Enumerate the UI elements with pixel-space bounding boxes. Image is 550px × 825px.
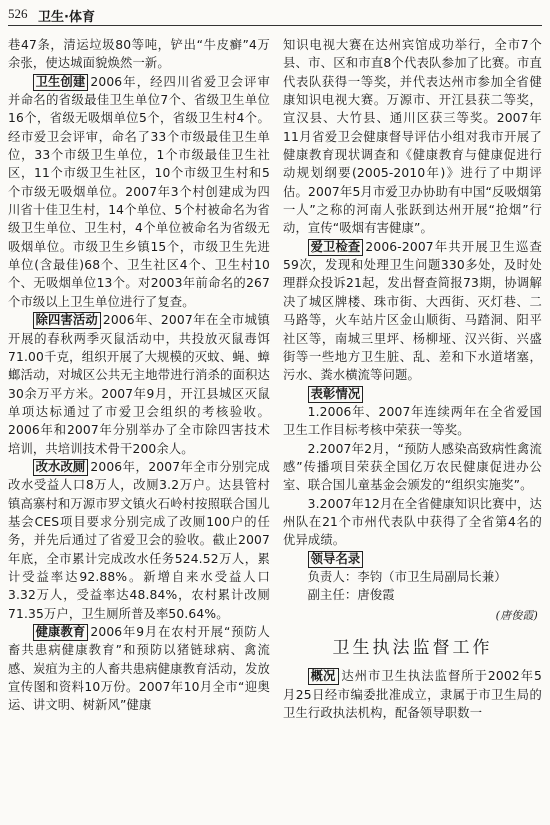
heading-overview: 概况 [308, 668, 339, 685]
paragraph-water-toilet [8, 458, 270, 623]
paragraph-overview [283, 667, 542, 722]
paragraph-inspection [283, 238, 542, 385]
paragraph-leaders-heading [283, 550, 542, 568]
award-item: 1.2006年、2007年连续两年在全省爱国卫生工作目标考核中荣获一等奖。 [283, 404, 542, 438]
text-health-education: 2006年9月在农村开展“预防人畜共患病健康教育”和预防以猪链球病、禽流感、炭疽为主的人畜共患病健康教育活动，发放宣传图和资料10万份。2007年10月全市“迎奥运、讲文明、树新风”健康 [8, 625, 270, 713]
heading-water-toilet: 改水改厕 [33, 459, 89, 476]
paragraph-continuation: 巷47条，清运垃圾80等吨，铲出“牛皮癣”4万余张，使达城面貌焕然一新。 [8, 38, 270, 71]
heading-pest-control: 除四害活动 [33, 312, 101, 329]
heading-health-creation: 卫生创建 [33, 74, 89, 91]
paragraph-health-creation [8, 73, 270, 311]
text-health-creation: 2006年，经四川省爱卫会评审并命名的省级最佳卫生单位7个、省级卫生单位16个，省级无吸烟单位5个，省级卫生村4个。经市爱卫会评审，命名了33个市级最佳卫生单位，33个市级卫生单位，1个市级最佳卫生社区，11个市级卫生社区，10个市级卫生村和5个市级无吸烟单位。2007年3个村创建成为四川省十佳卫生村，14个单位、5个村被命名为省级卫生单位、卫生村，4个单位被命名为省级无吸烟单位。市级卫生乡镇15个，市级卫生先进单位(含最佳)68个、卫生社区4个、卫生村10个、无吸烟单位13个。对2003年前命名的267个市级以上卫生单位进行了复查。 [8, 74, 270, 309]
text-inspection: 2006-2007年共开展卫生巡查59次，发现和处理卫生问题330多处，及时处理群众投诉21起，发出督查简报73期，协调解决了城区牌楼、珠市街、大西街、灭灯巷、二马路等，火车站片区金山顺街、马踏洞、阳平社区等，南城三里坪、杨柳垭、汉兴街、兴盛街等一些地方卫生脏、乱、差和下水道堵塞，污水、粪水横流等问题。 [283, 239, 542, 383]
header-rule [8, 25, 542, 26]
paragraph-pest-control [8, 311, 270, 458]
heading-leaders: 领导名录 [308, 551, 364, 568]
page-number: 526 [8, 6, 28, 21]
left-column [8, 36, 270, 821]
text-water-toilet: 2006年，2007年全市分别完成改水受益人口8万人，改厕3.2万户。达县管村镇高寨村和万源市罗文镇火石岭村按照联合国儿基会CES项目要求分别完成了改厕100户的任务，并先后通过了省爱卫会的验收。截止2007年底，全市累计完成改水任务524.52万人，累计受益率达92.88%。新增自来水受益人口3.32万人，受益率达48.84%，农村累计改厕71.35万户，卫生厕所普及率50.64%。 [8, 459, 270, 621]
paragraph-awards-heading [283, 385, 542, 403]
leader-line: 负责人：李钧（市卫生局副局长兼） [307, 569, 507, 584]
leader-line: 副主任：唐俊霞 [307, 588, 395, 603]
text-overview: 达州市卫生执法监督所于2002年5月25日经市编委批准成立，隶属于市卫生局的卫生行政执法机构，配备领导职数一 [283, 669, 542, 721]
heading-awards: 表彰情况 [308, 386, 364, 403]
paragraph-continuation-right: 知识电视大赛在达州宾馆成功举行，全市7个县、市、区和市直8个代表队参加了比赛。市直代表队获得一等奖，并代表达州市参加全省健康知识电视大赛。万源市、开江县获二等奖，宣汉县、大竹县、通川区获三等奖。2007年11月省爱卫会健康督导评估小组对我市开展了健康教育现状调查和《健康教育与健康促进行动规划纲要(2005-2010年)》进行了中期评估。2007年5月市爱卫办协助有中国“反吸烟第一人”之称的河南人张跃到达州开展“抢烟”行动，宣传“吸烟有害健康”。 [283, 38, 542, 236]
heading-health-education: 健康教育 [33, 624, 89, 641]
author-signature: (唐俊霞) [495, 608, 538, 622]
text-pest-control: 2006年、2007年在全市城镇开展的春秋两季灭鼠活动中，共投放灭鼠毒饵71.00千克，组织开展了大规模的灭蚊、蝇、蟑螂活动，对城区公共无主地带进行消杀的面积达30余万平方米。2007年9月，开江县城区灭鼠单项达标通过了市爱卫会组织的考核验收。2006年和2007年分别举办了全市除四害技术培训，共培训技术骨干200余人。 [8, 313, 270, 456]
page-header [8, 4, 542, 28]
right-column [283, 36, 542, 821]
running-section-title: 卫生·体育 [38, 10, 95, 25]
award-item: 2.2007年2月，“预防人感染高致病性禽流感”传播项目荣获全国亿万农民健康促进办公室、联合国儿童基金会颁发的“组织实施奖”。 [283, 441, 542, 493]
heading-inspection: 爱卫检查 [308, 239, 364, 256]
section-title: 卫生执法监督工作 [332, 638, 493, 658]
award-item: 3.2007年12月在全省健康知识比赛中，达州队在21个市州代表队中获得了全省第4名的优异成绩。 [283, 496, 542, 548]
paragraph-health-education [8, 623, 270, 715]
